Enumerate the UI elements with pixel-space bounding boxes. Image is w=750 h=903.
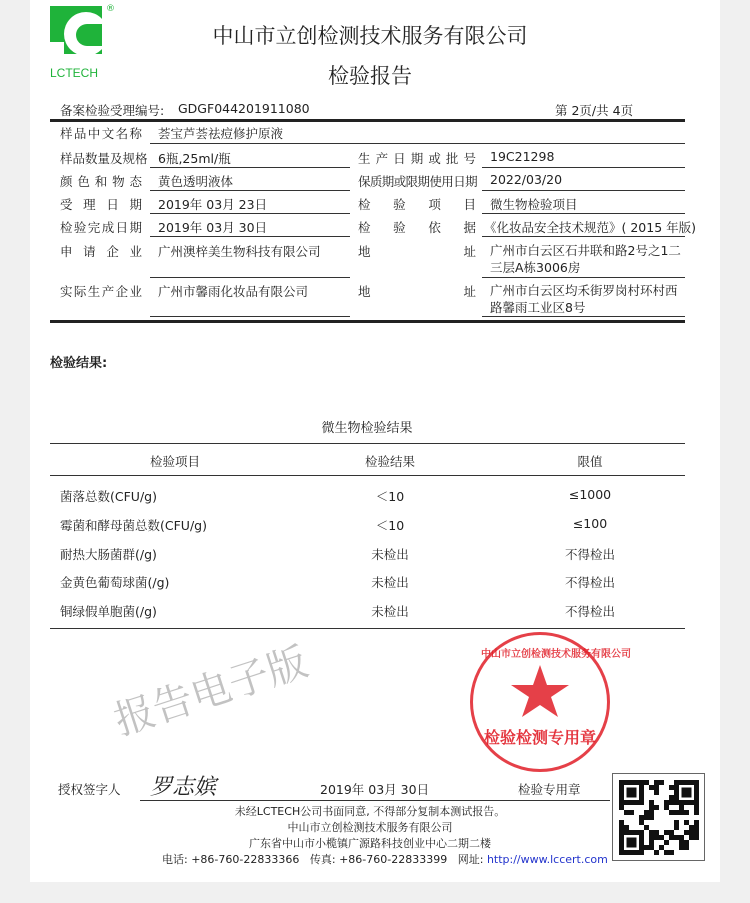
applicant-addr-label: 地址 bbox=[358, 244, 476, 259]
producer-address: 广州市白云区均禾街罗岗村环村西路馨雨工业区8号 bbox=[490, 283, 678, 315]
seal-ring-text: 中山市立创检测技术服务有限公司 bbox=[481, 649, 631, 660]
item-cell: 耐热大肠菌群(/g) bbox=[60, 547, 157, 562]
qr-code-icon bbox=[619, 780, 699, 855]
basis-value: 《化妆品安全技术规范》( 2015 年版) bbox=[484, 220, 697, 235]
batch-value: 19C21298 bbox=[490, 149, 555, 164]
result-cell: 未检出 bbox=[371, 604, 409, 619]
limit-cell: ≤1000 bbox=[568, 487, 612, 502]
applicant-label: 申请企业 bbox=[60, 244, 142, 259]
tel-label: 电话: bbox=[162, 853, 188, 866]
table-title: 微生物检验结果 bbox=[321, 421, 413, 436]
producer-value: 广州市馨雨化妆品有限公司 bbox=[158, 284, 309, 299]
item-cell: 铜绿假单胞菌(/g) bbox=[60, 604, 157, 619]
completed-label: 检验完成日期 bbox=[60, 220, 142, 235]
signer-label: 授权签字人 bbox=[58, 782, 121, 797]
item-label: 检验项目 bbox=[358, 197, 476, 212]
result-cell: 未检出 bbox=[371, 547, 409, 562]
limit-cell: 不得检出 bbox=[564, 547, 615, 562]
registered-mark: ® bbox=[106, 4, 115, 14]
watermark: 报告电子版 bbox=[108, 639, 314, 745]
batch-label: 生产日期或批号 bbox=[358, 151, 476, 166]
footer-address: 广东省中山市小榄镇广源路科技创业中心二期二楼 bbox=[249, 837, 491, 850]
item-cell: 金黄色葡萄球菌(/g) bbox=[60, 575, 170, 590]
contact-line bbox=[162, 851, 608, 867]
qty-label: 样品数量及规格 bbox=[60, 151, 148, 166]
fax-label: 传真: bbox=[309, 853, 336, 866]
item-cell: 菌落总数(CFU/g) bbox=[60, 489, 157, 504]
completed-value: 2019年 03月 30日 bbox=[158, 220, 268, 235]
color-value: 黄色透明液体 bbox=[158, 174, 234, 189]
sign-date: 2019年 03月 30日 bbox=[320, 782, 430, 797]
limit-cell: ≤100 bbox=[572, 516, 608, 531]
producer-addr-label: 地址 bbox=[358, 284, 476, 299]
received-label: 受理日期 bbox=[60, 197, 142, 212]
header-divider bbox=[50, 119, 685, 122]
record-number: GDGF044201911080 bbox=[178, 101, 310, 116]
result-cell: 未检出 bbox=[371, 575, 409, 590]
received-value: 2019年 03月 23日 bbox=[158, 197, 268, 212]
fax: +86-760-22833399 bbox=[339, 853, 448, 866]
item-cell: 霉菌和酵母菌总数(CFU/g) bbox=[60, 518, 207, 533]
applicant-address: 广州市白云区石井联和路2号之1二三层A栋3006房 bbox=[490, 243, 681, 275]
signature: 罗志嫔 bbox=[150, 775, 217, 800]
color-label: 颜色和物态 bbox=[60, 174, 142, 189]
result-cell: ＜10 bbox=[375, 489, 405, 504]
seal-label: 检验专用章 bbox=[518, 782, 581, 797]
record-label: 备案检验受理编号: bbox=[60, 103, 165, 118]
limit-cell: 不得检出 bbox=[564, 604, 615, 619]
web-label: 网址: bbox=[457, 853, 484, 866]
qty-value: 6瓶,25ml/瓶 bbox=[158, 151, 231, 166]
company-title: 中山市立创检测技术服务有限公司 bbox=[212, 24, 528, 48]
seal-center-text: 检验检测专用章 bbox=[483, 728, 596, 747]
applicant-value: 广州澳梓美生物科技有限公司 bbox=[158, 244, 321, 259]
official-seal bbox=[470, 632, 631, 772]
column-header: 检验结果 bbox=[364, 454, 415, 469]
basis-label: 检验依据 bbox=[358, 220, 476, 235]
report-title: 检验报告 bbox=[328, 64, 412, 88]
qr-code bbox=[612, 773, 705, 861]
expiry-label: 保质期或限期使用日期 bbox=[358, 174, 478, 189]
column-header: 限值 bbox=[577, 454, 603, 469]
footer-company: 中山市立创检测技术服务有限公司 bbox=[287, 821, 453, 834]
website-link[interactable]: http://www.lccert.com bbox=[486, 853, 608, 866]
column-header: 检验项目 bbox=[149, 454, 200, 469]
sample-name-label: 样品中文名称 bbox=[60, 126, 142, 141]
result-cell: ＜10 bbox=[375, 518, 405, 533]
limit-cell: 不得检出 bbox=[564, 575, 615, 590]
tel: +86-760-22833366 bbox=[191, 853, 300, 866]
page-number: 第 2页/共 4页 bbox=[555, 103, 634, 118]
item-value: 微生物检验项目 bbox=[490, 197, 578, 212]
sample-name: 荟宝芦荟祛痘修护原液 bbox=[158, 126, 284, 141]
expiry-value: 2022/03/20 bbox=[490, 172, 563, 187]
copy-notice: 未经LCTECH公司书面同意, 不得部分复制本测试报告。 bbox=[234, 805, 506, 818]
logo-text: LCTECH bbox=[50, 66, 99, 80]
results-heading: 检验结果: bbox=[50, 356, 108, 371]
producer-label: 实际生产企业 bbox=[60, 284, 142, 299]
